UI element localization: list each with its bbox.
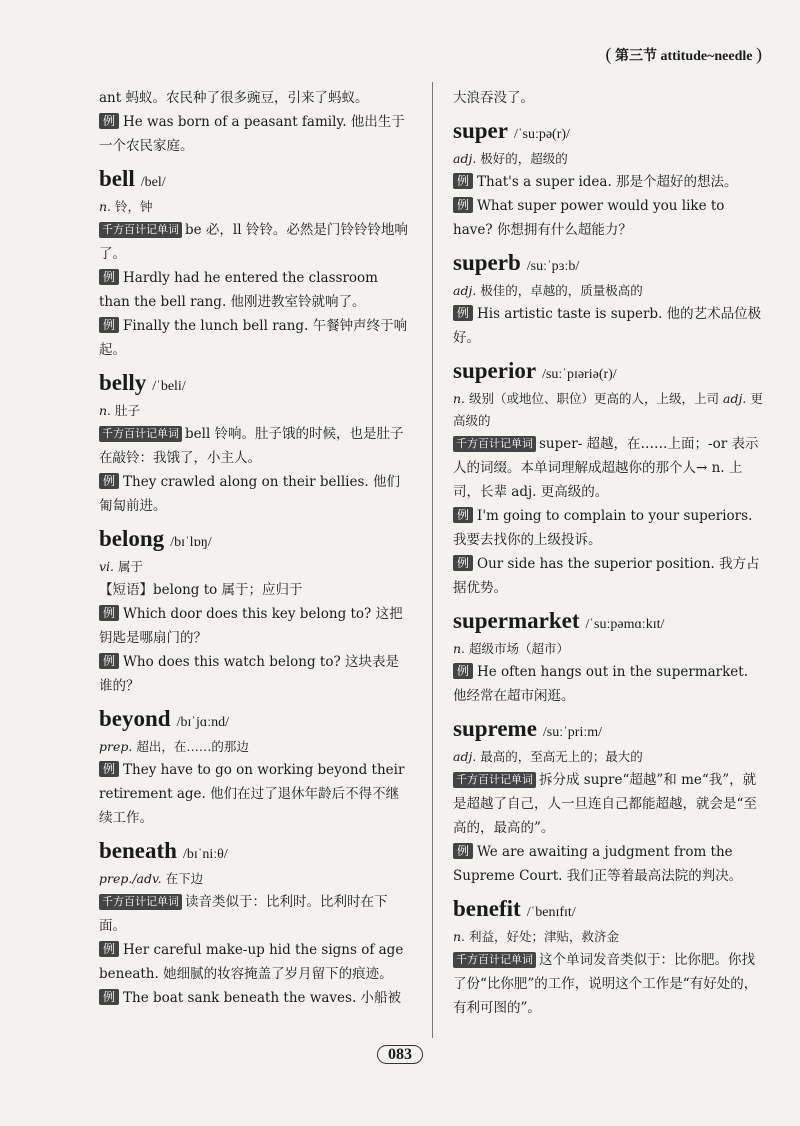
phonetic: /bɪˈlɒŋ/ xyxy=(170,535,212,550)
part-of-speech: n. xyxy=(453,391,466,406)
memo xyxy=(453,768,765,840)
column-divider xyxy=(432,82,433,1038)
definition-text: 在下边 xyxy=(165,871,204,886)
example-text: Our side has the superior position. 我方占据优势。 xyxy=(453,556,760,596)
part-of-speech: adj. xyxy=(453,749,477,764)
phonetic: /ˈbenɪfɪt/ xyxy=(526,905,576,920)
headword-text: supreme xyxy=(453,716,537,741)
example xyxy=(99,470,411,518)
continued-text: ant 蚂蚁。农民种了很多豌豆，引来了蚂蚁。 xyxy=(99,90,369,106)
definition xyxy=(453,926,765,948)
part-of-speech: n. xyxy=(99,199,112,214)
definition-text: 铃，钟 xyxy=(115,199,153,214)
headword xyxy=(453,716,765,746)
example-text: The boat sank beneath the waves. 小船被 xyxy=(123,990,402,1006)
headword xyxy=(99,838,411,868)
example xyxy=(99,110,411,158)
definition-text: 肚子 xyxy=(115,403,141,418)
example-badge: 例 xyxy=(99,473,119,489)
definition-text: 超级市场（超市） xyxy=(469,641,570,656)
definition-text: 极佳的，卓越的，质量极高的 xyxy=(480,283,643,298)
example-badge: 例 xyxy=(99,941,119,957)
example-text: They have to go on working beyond their retirement age. 他们在过了退休年龄后不得不继续工作。 xyxy=(99,762,405,826)
headword xyxy=(99,526,411,556)
memo xyxy=(453,948,765,1020)
phrase xyxy=(99,578,411,602)
example-badge: 例 xyxy=(453,555,473,571)
headword xyxy=(99,706,411,736)
example-text: I'm going to complain to your superiors. 我要去找你的上级投诉。 xyxy=(453,508,753,548)
headword-text: superb xyxy=(453,250,521,275)
definition-text: 最高的，至高无上的；最大的 xyxy=(480,749,643,764)
entry-belong xyxy=(99,526,411,698)
part-of-speech: vi. xyxy=(99,559,115,574)
headword-text: bell xyxy=(99,166,135,191)
part-of-speech: adj. xyxy=(453,283,477,298)
headword-text: belly xyxy=(99,370,147,395)
memo xyxy=(99,890,411,938)
memo xyxy=(453,432,765,504)
memo xyxy=(99,422,411,470)
entry-supermarket xyxy=(453,608,765,708)
definition-text: 超出，在……的那边 xyxy=(136,739,249,754)
phonetic: /ˈsuːpə(r)/ xyxy=(513,127,570,142)
phonetic: /ˈbeli/ xyxy=(152,379,186,394)
headword xyxy=(453,250,765,280)
entry-benefit xyxy=(453,896,765,1020)
example-text: Finally the lunch bell rang. 午餐钟声终于响起。 xyxy=(99,318,408,358)
example xyxy=(453,170,765,194)
page-number-text: 083 xyxy=(377,1045,423,1064)
example-text: Her careful make-up hid the signs of age beneath. 她细腻的妆容掩盖了岁月留下的痕迹。 xyxy=(99,942,404,982)
definition xyxy=(453,388,765,432)
example-badge: 例 xyxy=(99,653,119,669)
headword xyxy=(99,370,411,400)
example xyxy=(99,758,411,830)
example-badge: 例 xyxy=(453,507,473,523)
left-column xyxy=(99,86,411,1010)
headword-text: benefit xyxy=(453,896,521,921)
memo-badge: 千方百计记单词 xyxy=(99,426,182,442)
part-of-speech: n. xyxy=(453,641,466,656)
example-badge: 例 xyxy=(453,305,473,321)
phonetic: /suːˈpɜːb/ xyxy=(526,259,580,274)
header-close-paren: ) xyxy=(756,44,762,64)
phonetic: /bel/ xyxy=(140,175,166,190)
part-of-speech: prep. xyxy=(99,739,133,754)
phonetic: /suːˈpɪəriə(r)/ xyxy=(542,367,617,382)
example xyxy=(453,660,765,708)
definition xyxy=(99,736,411,758)
headword xyxy=(453,608,765,638)
example-badge: 例 xyxy=(99,989,119,1005)
example-badge: 例 xyxy=(453,197,473,213)
headword-text: supermarket xyxy=(453,608,580,633)
entry-super xyxy=(453,118,765,242)
phonetic: /suːˈpriːm/ xyxy=(542,725,603,740)
example-text: We are awaiting a judgment from the Supreme Court. 我们正等着最高法院的判决。 xyxy=(453,844,743,884)
memo-badge: 千方百计记单词 xyxy=(453,436,536,452)
entry-beneath xyxy=(99,838,411,1010)
memo-text: be 必，ll 铃铃。必然是门铃铃铃地响了。 xyxy=(99,222,408,262)
part-of-speech: n. xyxy=(453,929,466,944)
memo-badge: 千方百计记单词 xyxy=(453,772,536,788)
memo-badge: 千方百计记单词 xyxy=(99,894,182,910)
memo-text: 拆分成 supre“超越”和 me“我”，就是超越了自己，人一旦连自己都能超越，就会是“至高的，最高的”。 xyxy=(453,772,757,836)
example xyxy=(99,602,411,650)
entry-bell xyxy=(99,166,411,362)
headword-text: beyond xyxy=(99,706,171,731)
headword-text: super xyxy=(453,118,508,143)
part-of-speech-2: adj. xyxy=(723,391,747,406)
headword xyxy=(453,358,765,388)
header-open-paren: ( xyxy=(605,44,612,64)
definition-text: 极好的，超级的 xyxy=(480,151,568,166)
example-badge: 例 xyxy=(99,605,119,621)
part-of-speech: adj. xyxy=(453,151,477,166)
example-badge: 例 xyxy=(99,113,119,129)
headword-text: superior xyxy=(453,358,537,383)
example-text: Which door does this key belong to? 这把钥匙是哪扇门的？ xyxy=(99,606,403,646)
memo-badge: 千方百计记单词 xyxy=(453,952,536,968)
example-text: Hardly had he entered the classroom than the bell rang. 他刚进教室铃就响了。 xyxy=(99,270,378,310)
example-badge: 例 xyxy=(99,761,119,777)
definition xyxy=(453,280,765,302)
headword xyxy=(99,166,411,196)
definition xyxy=(99,868,411,890)
phonetic: /bɪˈjɑːnd/ xyxy=(176,715,230,730)
entry-belly xyxy=(99,370,411,518)
headword xyxy=(453,118,765,148)
entry-superb xyxy=(453,250,765,350)
definition xyxy=(99,400,411,422)
example-badge: 例 xyxy=(453,663,473,679)
headword-text: beneath xyxy=(99,838,177,863)
phonetic: /bɪˈniːθ/ xyxy=(182,847,228,862)
definition xyxy=(99,196,411,218)
example-badge: 例 xyxy=(453,843,473,859)
example-text: His artistic taste is superb. 他的艺术品位极好。 xyxy=(453,306,762,346)
example-text: They crawled along on their bellies. 他们匍匐前进。 xyxy=(99,474,400,514)
example xyxy=(453,302,765,350)
example-text: That's a super idea. 那是个超好的想法。 xyxy=(477,174,738,190)
definition xyxy=(99,556,411,578)
definition-text: 级别（或地位、职位）更高的人，上级，上司 xyxy=(469,391,720,406)
definition xyxy=(453,148,765,170)
memo xyxy=(99,218,411,266)
example-badge: 例 xyxy=(453,173,473,189)
definition-text: 利益，好处；津贴，救济金 xyxy=(469,929,620,944)
part-of-speech: n. xyxy=(99,403,112,418)
memo-text: 读音类似于：比利时。比利时在下面。 xyxy=(99,894,388,934)
example-text: Who does this watch belong to? 这块表是谁的？ xyxy=(99,654,399,694)
example-text: He was born of a peasant family. 他出生于一个农民家庭。 xyxy=(99,114,405,154)
entry-supreme xyxy=(453,716,765,888)
entry-beyond xyxy=(99,706,411,830)
definition xyxy=(453,638,765,660)
example-badge: 例 xyxy=(99,269,119,285)
example xyxy=(99,938,411,986)
running-header xyxy=(605,44,762,65)
example xyxy=(99,650,411,698)
headword xyxy=(453,896,765,926)
example-badge: 例 xyxy=(99,317,119,333)
continued-text: 大浪吞没了。 xyxy=(453,90,534,106)
headword-text: belong xyxy=(99,526,165,551)
example xyxy=(453,840,765,888)
memo-text: super- 超越，在……上面；-or 表示人的词缀。本单词理解成超越你的那个人→ n. 上司，长辈 adj. 更高级的。 xyxy=(453,436,759,500)
header-title: 第三节 attitude~needle xyxy=(614,49,753,64)
definition-text: 属于 xyxy=(118,559,144,574)
right-column xyxy=(453,86,765,1020)
phonetic: /ˈsuːpəmɑːkɪt/ xyxy=(585,617,665,632)
example xyxy=(453,504,765,552)
example xyxy=(99,266,411,314)
example-text: He often hangs out in the supermarket. 他经常在超市闲逛。 xyxy=(453,664,749,704)
part-of-speech: prep./adv. xyxy=(99,871,162,886)
entry-superior xyxy=(453,358,765,600)
definition xyxy=(453,746,765,768)
example-text: What super power would you like to have? 你想拥有什么超能力？ xyxy=(453,198,725,238)
example xyxy=(99,314,411,362)
page-number xyxy=(0,1046,800,1064)
definition-text-2: 更高级的 xyxy=(453,391,763,428)
memo-text: 这个单词发音类似于：比你肥。你找了份“比你肥”的工作，说明这个工作是“有好处的，有利可图的”。 xyxy=(453,952,758,1016)
example xyxy=(453,194,765,242)
memo-badge: 千方百计记单词 xyxy=(99,222,182,238)
phrase-label: 【短语】 xyxy=(99,582,153,598)
memo-text: bell 铃响。肚子饿的时候，也是肚子在敲铃：我饿了，小主人。 xyxy=(99,426,404,466)
phrase-text: belong to 属于；应归于 xyxy=(153,582,303,598)
example xyxy=(99,986,411,1010)
example xyxy=(453,552,765,600)
